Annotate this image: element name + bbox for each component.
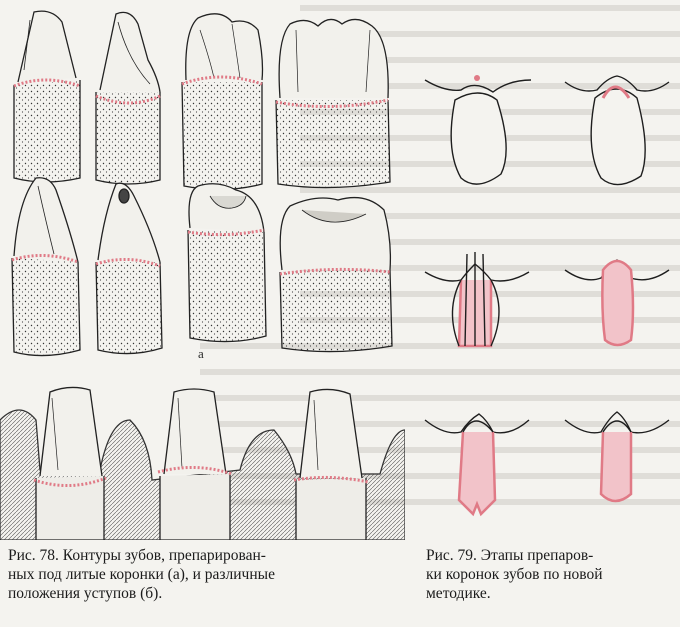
stage-5-diagram xyxy=(425,414,529,514)
figure-79-illustration xyxy=(405,40,680,520)
stage-4-diagram xyxy=(565,260,669,345)
stage-6-diagram xyxy=(565,412,669,501)
figure-78-part-a-label: а xyxy=(198,346,204,361)
tooth-row-3 xyxy=(0,387,405,540)
figure-78-caption-line-2: ных под литые коронки (а), и различные xyxy=(8,566,275,583)
stage-3-diagram xyxy=(425,252,529,346)
figure-79-caption xyxy=(426,546,676,603)
tooth-row-1 xyxy=(14,11,390,189)
tooth-row-2 xyxy=(12,178,392,356)
figure-78-caption-line-1: Рис. 78. Контуры зубов, препарирован- xyxy=(8,547,266,564)
figure-79-caption-line-2: ки коронок зубов по новой xyxy=(426,566,603,583)
stage-1-diagram xyxy=(425,75,531,184)
figure-78-caption-line-3: положения уступов (б). xyxy=(8,585,163,602)
stage-2-diagram xyxy=(565,76,669,185)
figure-79-caption-line-3: методике. xyxy=(426,585,491,602)
figure-78-caption xyxy=(8,546,408,603)
figure-79-caption-line-1: Рис. 79. Этапы препаров- xyxy=(426,547,594,564)
